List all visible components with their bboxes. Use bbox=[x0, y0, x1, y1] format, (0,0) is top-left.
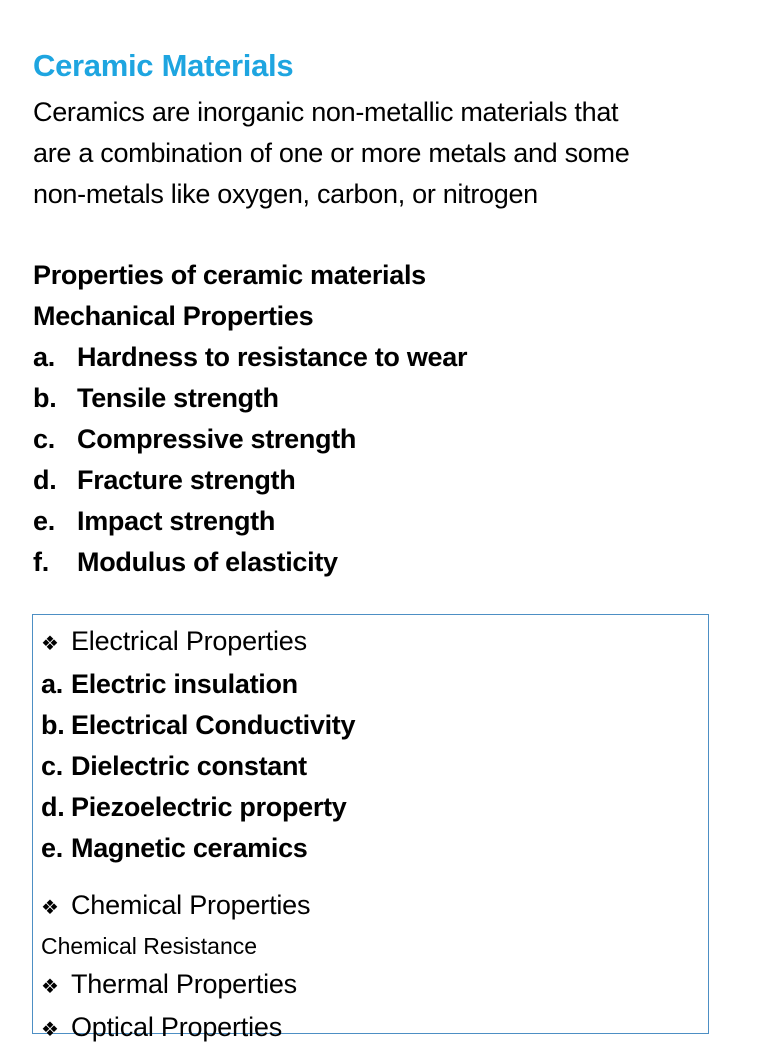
diamond-bullet-icon: ❖ bbox=[41, 976, 59, 998]
list-item bbox=[33, 460, 467, 501]
list-item bbox=[41, 828, 704, 869]
section-gap bbox=[41, 869, 704, 885]
intro-line: Ceramics are inorganic non-metallic materials that bbox=[33, 97, 619, 127]
diamond-bullet-icon: ❖ bbox=[41, 897, 59, 919]
mechanical-list bbox=[33, 337, 467, 583]
thermal-heading bbox=[41, 964, 704, 1007]
list-marker: b. bbox=[33, 383, 57, 413]
list-marker: b. bbox=[41, 710, 65, 740]
chemical-resistance-text: Chemical Resistance bbox=[41, 933, 258, 959]
list-marker: d. bbox=[41, 792, 65, 822]
list-item bbox=[41, 746, 704, 787]
electrical-list bbox=[41, 664, 704, 869]
diamond-bullet-icon: ❖ bbox=[41, 633, 59, 655]
list-item bbox=[41, 664, 704, 705]
list-item-text: Electric insulation bbox=[71, 669, 298, 699]
list-item bbox=[41, 705, 704, 746]
list-item-text: Compressive strength bbox=[77, 424, 357, 454]
chemical-heading bbox=[41, 885, 704, 928]
list-item-text: Electrical Conductivity bbox=[71, 710, 356, 740]
properties-box bbox=[32, 614, 709, 1042]
list-marker: e. bbox=[41, 833, 63, 863]
diamond-bullet-icon: ❖ bbox=[41, 1019, 59, 1041]
list-marker: a. bbox=[41, 669, 63, 699]
optical-heading-text: Optical Properties bbox=[71, 1012, 282, 1042]
list-marker: d. bbox=[33, 465, 57, 495]
list-item-text: Piezoelectric property bbox=[71, 792, 347, 822]
list-item-text: Fracture strength bbox=[77, 465, 296, 495]
intro-line: are a combination of one or more metals and some bbox=[33, 138, 630, 168]
intro-paragraph bbox=[33, 92, 758, 215]
electrical-heading bbox=[41, 621, 704, 664]
list-item bbox=[33, 542, 467, 583]
chemical-heading-text: Chemical Properties bbox=[71, 890, 311, 920]
list-item bbox=[33, 501, 467, 542]
list-marker: c. bbox=[41, 751, 63, 781]
optical-heading bbox=[41, 1007, 704, 1050]
list-item-text: Magnetic ceramics bbox=[71, 833, 308, 863]
list-item-text: Dielectric constant bbox=[71, 751, 307, 781]
list-marker: f. bbox=[33, 547, 49, 577]
list-item bbox=[33, 378, 467, 419]
list-item bbox=[41, 787, 704, 828]
properties-heading: Properties of ceramic materials bbox=[33, 260, 426, 290]
electrical-heading-text: Electrical Properties bbox=[71, 626, 307, 656]
intro-line: non-metals like oxygen, carbon, or nitrogen bbox=[33, 179, 538, 209]
list-marker: e. bbox=[33, 506, 55, 536]
thermal-heading-text: Thermal Properties bbox=[71, 969, 297, 999]
list-item bbox=[33, 419, 467, 460]
mechanical-heading: Mechanical Properties bbox=[33, 301, 314, 331]
list-item-text: Modulus of elasticity bbox=[77, 547, 338, 577]
page-title: Ceramic Materials bbox=[33, 48, 294, 83]
properties-section bbox=[33, 255, 467, 583]
properties-box-content bbox=[41, 621, 704, 1050]
list-item-text: Tensile strength bbox=[77, 383, 279, 413]
list-marker: c. bbox=[33, 424, 55, 454]
list-item bbox=[33, 337, 467, 378]
list-item-text: Hardness to resistance to wear bbox=[77, 342, 468, 372]
list-item-text: Impact strength bbox=[77, 506, 276, 536]
list-marker: a. bbox=[33, 342, 55, 372]
